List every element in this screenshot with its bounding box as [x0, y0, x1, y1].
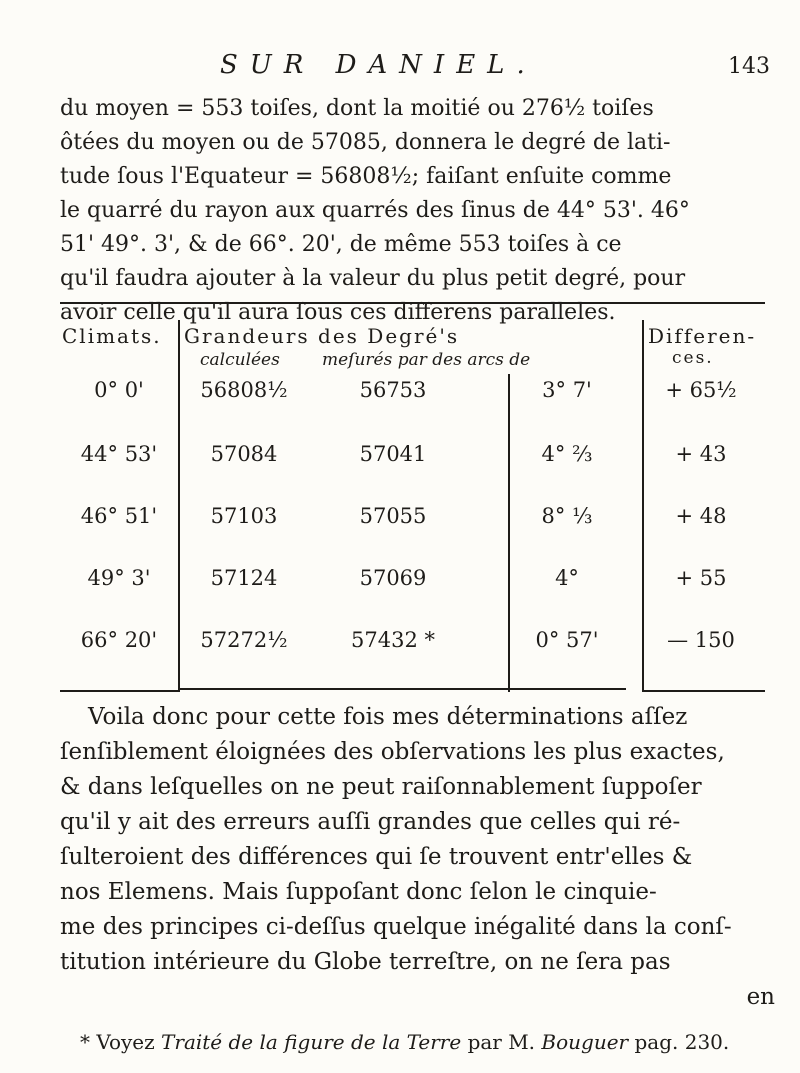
cell-arc: 4° — [555, 566, 579, 590]
text-line: ôtées du moyen ou de 57085, donnera le degré de lati- — [60, 130, 671, 155]
cell-climat: 66° 20' — [80, 628, 158, 652]
cell-difference: + 48 — [675, 504, 727, 528]
page-header — [200, 48, 780, 88]
cell-calculee: 57124 — [210, 566, 278, 590]
cell-calculee: 56808½ — [200, 378, 288, 402]
text-line: avoir celle qu'il aura ſous ces differens paralleles. — [60, 300, 616, 325]
cell-arc: 0° 57' — [535, 628, 599, 652]
footnote-page: pag. 230. — [634, 1030, 730, 1054]
cell-mesure: 56753 — [359, 378, 427, 402]
cell-arc: 8° ⅓ — [541, 504, 593, 528]
header-mesures: meſurés par des arcs de — [322, 350, 531, 370]
text-line: Voila donc pour cette fois mes déterminations aſſez — [88, 704, 688, 730]
cell-difference: + 43 — [675, 442, 727, 466]
header-differences-2: ces. — [672, 348, 714, 368]
cell-mesure: 57432 * — [351, 628, 435, 652]
text-line: & dans leſquelles on ne peut raiſonnablement ſuppoſer — [60, 774, 702, 800]
cell-calculee: 57103 — [210, 504, 278, 528]
catchword: en — [746, 984, 775, 1010]
cell-difference: + 55 — [675, 566, 727, 590]
header-calculees: calculées — [200, 350, 280, 370]
degrees-table — [60, 302, 765, 692]
header-differences: Differen- — [648, 324, 757, 348]
footnote-title: Traité de la figure de la Terre — [161, 1030, 462, 1054]
text-line: titution intérieure du Globe terreſtre, on ne ſera pas — [60, 949, 671, 975]
text-line: tude ſous l'Equateur = 56808½; faiſant enſuite comme — [60, 164, 672, 189]
cell-mesure: 57041 — [359, 442, 427, 466]
header-climats: Climats. — [62, 324, 162, 348]
text-line: qu'il faudra ajouter à la valeur du plus petit degré, pour — [60, 266, 686, 291]
text-line: qu'il y ait des erreurs auſſi grandes que celles qui ré- — [60, 809, 681, 835]
text-line: le quarré du rayon aux quarrés des ſinus de 44° 53'. 46° — [60, 198, 690, 223]
cell-arc: 3° 7' — [542, 378, 592, 402]
cell-climat: 0° 0' — [94, 378, 144, 402]
cell-difference: — 150 — [667, 628, 735, 652]
footnote — [80, 1030, 729, 1054]
table-rule — [178, 320, 180, 692]
cell-calculee: 57272½ — [200, 628, 288, 652]
page-number: 143 — [728, 54, 770, 79]
text-line: ſenſiblement éloignées des obſervations les plus exactes, — [60, 739, 725, 765]
text-line: nos Elemens. Mais ſuppoſant donc ſelon le cinquie- — [60, 879, 657, 905]
cell-mesure: 57069 — [359, 566, 427, 590]
footnote-author-prefix: par M. — [467, 1030, 536, 1054]
cell-arc: 4° ⅔ — [541, 442, 593, 466]
cell-climat: 46° 51' — [80, 504, 158, 528]
footnote-author: Bouguer — [541, 1030, 629, 1054]
conclusion-paragraph — [60, 700, 775, 1015]
text-line: ſulteroient des différences qui ſe trouvent entr'elles & — [60, 844, 693, 870]
cell-climat: 49° 3' — [87, 566, 151, 590]
running-title: SUR DANIEL. — [220, 50, 537, 80]
cell-difference: + 65½ — [665, 378, 737, 402]
table-rule — [508, 374, 510, 692]
table-rule — [178, 688, 626, 690]
intro-paragraph — [60, 92, 775, 330]
cell-climat: 44° 53' — [80, 442, 158, 466]
table-rule — [60, 690, 178, 692]
footnote-prefix: * Voyez — [80, 1030, 155, 1054]
cell-calculee: 57084 — [210, 442, 278, 466]
header-grandeurs: Grandeurs des Degré's — [184, 324, 460, 348]
text-line: 51' 49°. 3', & de 66°. 20', de même 553 toiſes à ce — [60, 232, 622, 257]
text-line: du moyen = 553 toiſes, dont la moitié ou 276½ toiſes — [60, 96, 654, 121]
table-rule — [642, 690, 765, 692]
cell-mesure: 57055 — [359, 504, 427, 528]
table-rule — [642, 320, 644, 692]
text-line: me des principes ci-deſſus quelque inégalité dans la conſ- — [60, 914, 732, 940]
